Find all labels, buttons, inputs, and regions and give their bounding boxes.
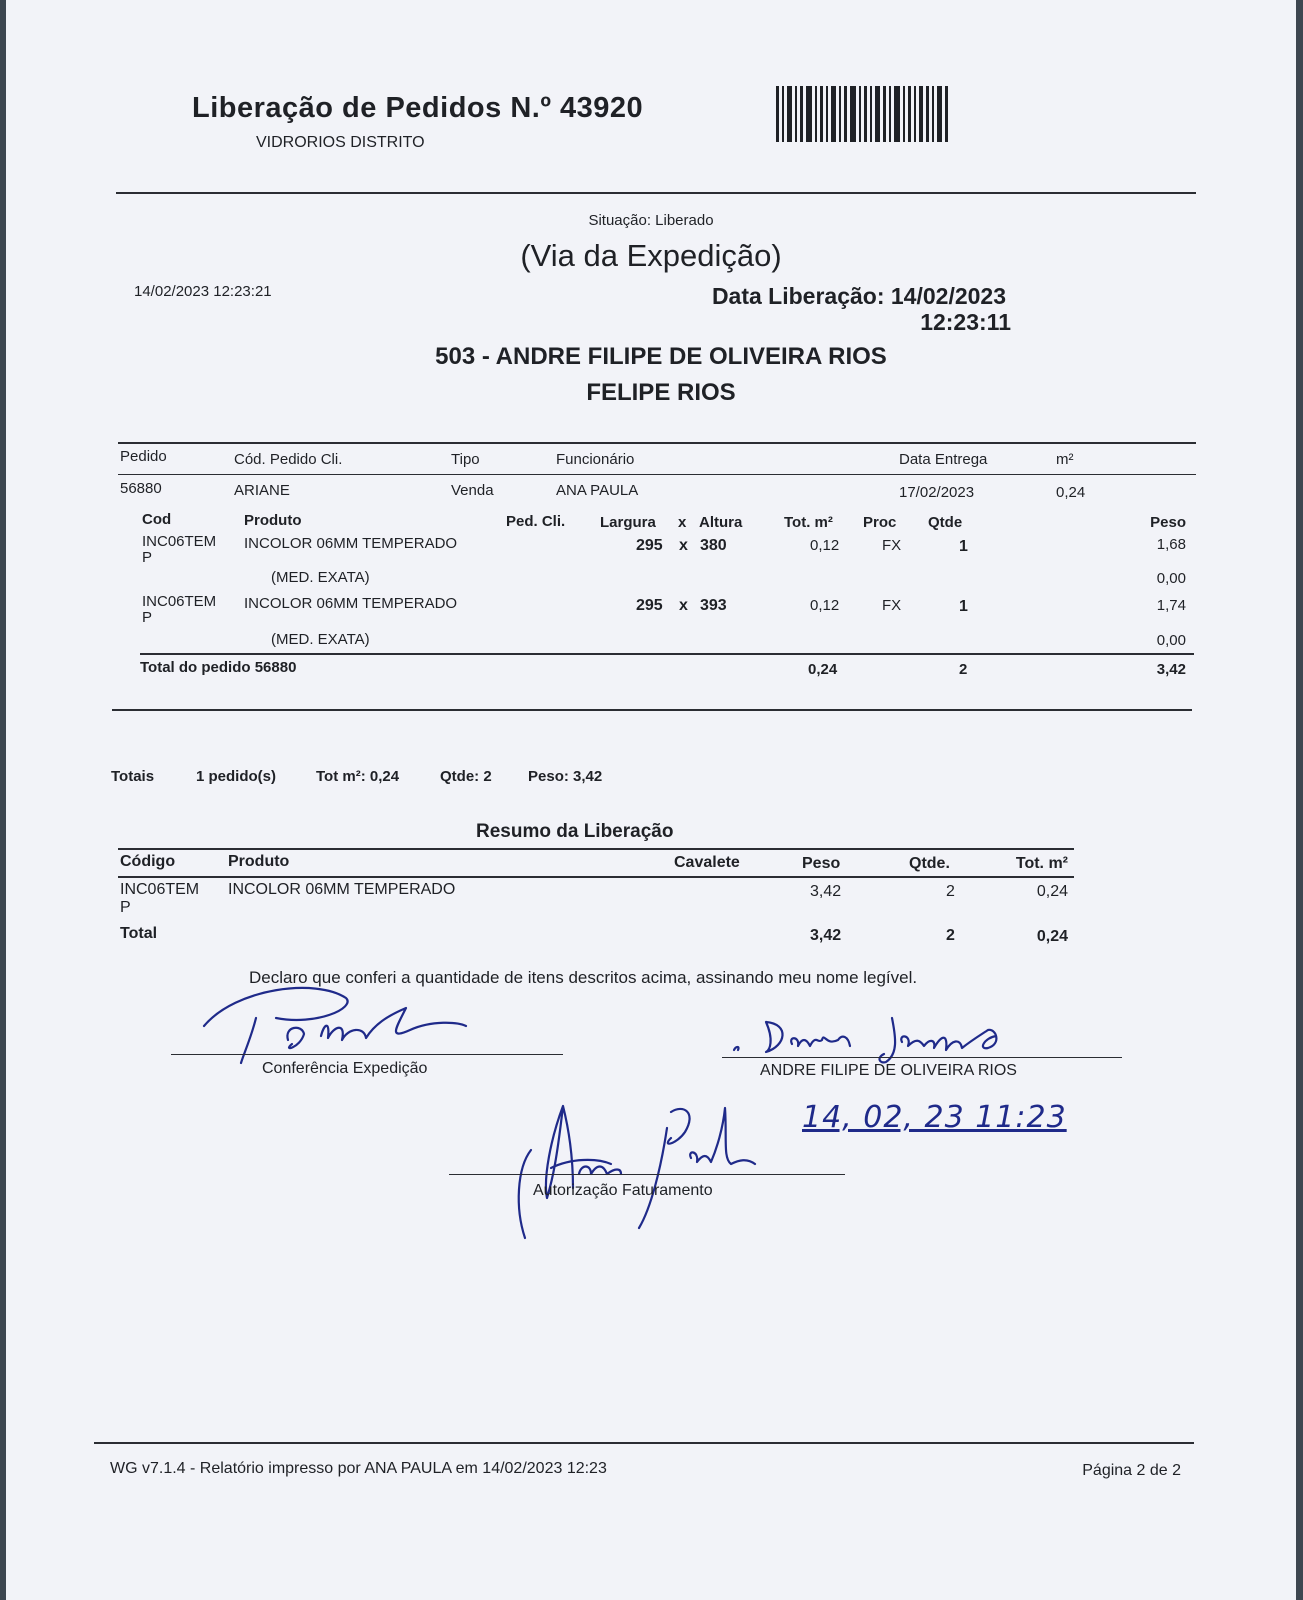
col-tipo: Tipo [451,451,480,468]
summary-row-tot-m2: 0,24 [1036,883,1068,900]
summary-top-rule [118,848,1074,850]
item-2-tot-m2: 0,12 [810,597,840,614]
item-1-x: x [679,537,688,554]
order-bottom-rule [112,709,1192,711]
item-1-largura: 295 [636,537,663,554]
item-2-product: INCOLOR 06MM TEMPERADO [244,595,458,612]
copy-label: (Via da Expedição) [520,238,782,273]
item-2-note-peso: 0,00 [1156,632,1186,649]
order-total-peso: 3,42 [1156,661,1186,678]
totals-qtde: Qtde: 2 [440,768,492,785]
document-title: Liberação de Pedidos N.º 43920 [192,92,644,124]
item-1-proc: FX [882,537,902,554]
item-2-altura: 393 [700,597,727,614]
cliente-signature [726,1010,1026,1070]
summary-col-peso: Peso [802,855,841,872]
order-total-rule [140,653,1194,655]
summary-total-peso: 3,42 [810,927,842,944]
header-rule [116,192,1196,194]
release-time: 12:23:11 [920,309,1011,335]
item-col-tot-m2: Tot. m² [784,514,833,531]
summary-row-code: INC06TEM P [120,881,200,916]
handwritten-date: 14, 02, 23 11:23 [802,1100,1067,1135]
item-2-peso: 1,74 [1156,597,1186,614]
item-col-proc: Proc [863,514,897,531]
col-cod-cli: Cód. Pedido Cli. [234,451,343,468]
item-2-x: x [679,597,688,614]
footer-rule [94,1442,1194,1444]
item-1-qtde: 1 [959,538,968,555]
totals-label: Totais [111,768,155,785]
summary-col-codigo: Código [120,853,176,870]
summary-total-qtde: 2 [946,927,955,944]
col-funcionario: Funcionário [556,451,635,468]
declaration-text: Declaro que conferi a quantidade de itens descritos acima, assinando meu nome legível. [249,968,918,987]
order-funcionario-value: ANA PAULA [556,482,639,499]
item-col-qtde: Qtde [928,514,963,531]
customer-name: 503 - ANDRE FILIPE DE OLIVEIRA RIOS [435,343,887,370]
item-col-ped-cli: Ped. Cli. [506,513,566,530]
col-data-entrega: Data Entrega [899,451,988,468]
item-2-qtde: 1 [959,598,968,615]
order-m2-value: 0,24 [1056,484,1086,501]
release-date: Data Liberação: 14/02/2023 [711,283,1006,309]
summary-header-rule [118,876,1074,878]
order-pedido-value: 56880 [120,480,162,497]
order-cod-cli-value: ARIANE [234,482,290,499]
summary-row-peso: 3,42 [810,883,842,900]
summary-col-cavalete: Cavalete [674,854,740,871]
item-col-produto: Produto [244,512,302,529]
order-tipo-value: Venda [451,482,494,499]
order-total-qtde: 2 [959,661,968,678]
company-name: VIDRORIOS DISTRITO [256,134,425,151]
customer-alias: FELIPE RIOS [586,379,736,406]
autorizacao-label: Autorização Faturamento [533,1182,713,1199]
item-1-altura: 380 [700,537,727,554]
conferencia-label: Conferência Expedição [262,1060,428,1077]
item-1-peso: 1,68 [1156,536,1186,553]
footer-report-info: WG v7.1.4 - Relatório impresso por ANA PAULA em 14/02/2023 12:23 [110,1460,607,1477]
footer-page-number: Página 2 de 2 [1082,1462,1181,1479]
item-col-largura: Largura [600,514,656,531]
item-col-peso: Peso [1150,514,1186,531]
item-2-code: INC06TEM P [142,593,217,626]
item-1-product: INCOLOR 06MM TEMPERADO [244,535,458,552]
summary-col-tot-m2: Tot. m² [1015,855,1068,872]
item-2-largura: 295 [636,597,663,614]
summary-col-qtde: Qtde. [909,855,950,872]
conferencia-line [171,1054,563,1055]
autorizacao-line [449,1174,845,1175]
cliente-label: ANDRE FILIPE DE OLIVEIRA RIOS [760,1062,1017,1079]
totals-peso: Peso: 3,42 [528,768,603,785]
totals-m2: Tot m²: 0,24 [316,768,400,785]
status-text: Situação: Liberado [588,212,714,229]
autorizacao-signature [511,1098,771,1248]
item-1-note: (MED. EXATA) [271,569,370,586]
item-2-note: (MED. EXATA) [271,631,370,648]
printed-timestamp: 14/02/2023 12:23:21 [134,283,272,300]
document-page [6,0,1296,1600]
summary-total-tot-m2: 0,24 [1036,928,1068,945]
summary-col-produto: Produto [228,853,290,870]
order-header-rule [118,474,1196,475]
item-1-code: INC06TEM P [142,533,217,566]
order-total-m2: 0,24 [808,661,838,678]
cliente-line [722,1057,1122,1058]
order-top-rule [118,442,1196,444]
col-pedido: Pedido [120,448,167,465]
barcode [776,86,968,142]
summary-row-product: INCOLOR 06MM TEMPERADO [228,881,456,898]
item-col-x: x [678,514,687,531]
col-m2: m² [1056,451,1074,468]
item-2-proc: FX [882,597,902,614]
item-1-note-peso: 0,00 [1156,570,1186,587]
totals-pedidos: 1 pedido(s) [196,768,277,785]
order-data-entrega-value: 17/02/2023 [899,484,975,501]
order-total-label: Total do pedido 56880 [140,659,297,676]
summary-row-qtde: 2 [946,883,955,900]
item-col-cod: Cod [142,511,172,528]
summary-total-label: Total [120,925,158,942]
summary-title: Resumo da Liberação [476,821,674,842]
item-1-tot-m2: 0,12 [810,537,840,554]
item-col-altura: Altura [699,514,743,531]
